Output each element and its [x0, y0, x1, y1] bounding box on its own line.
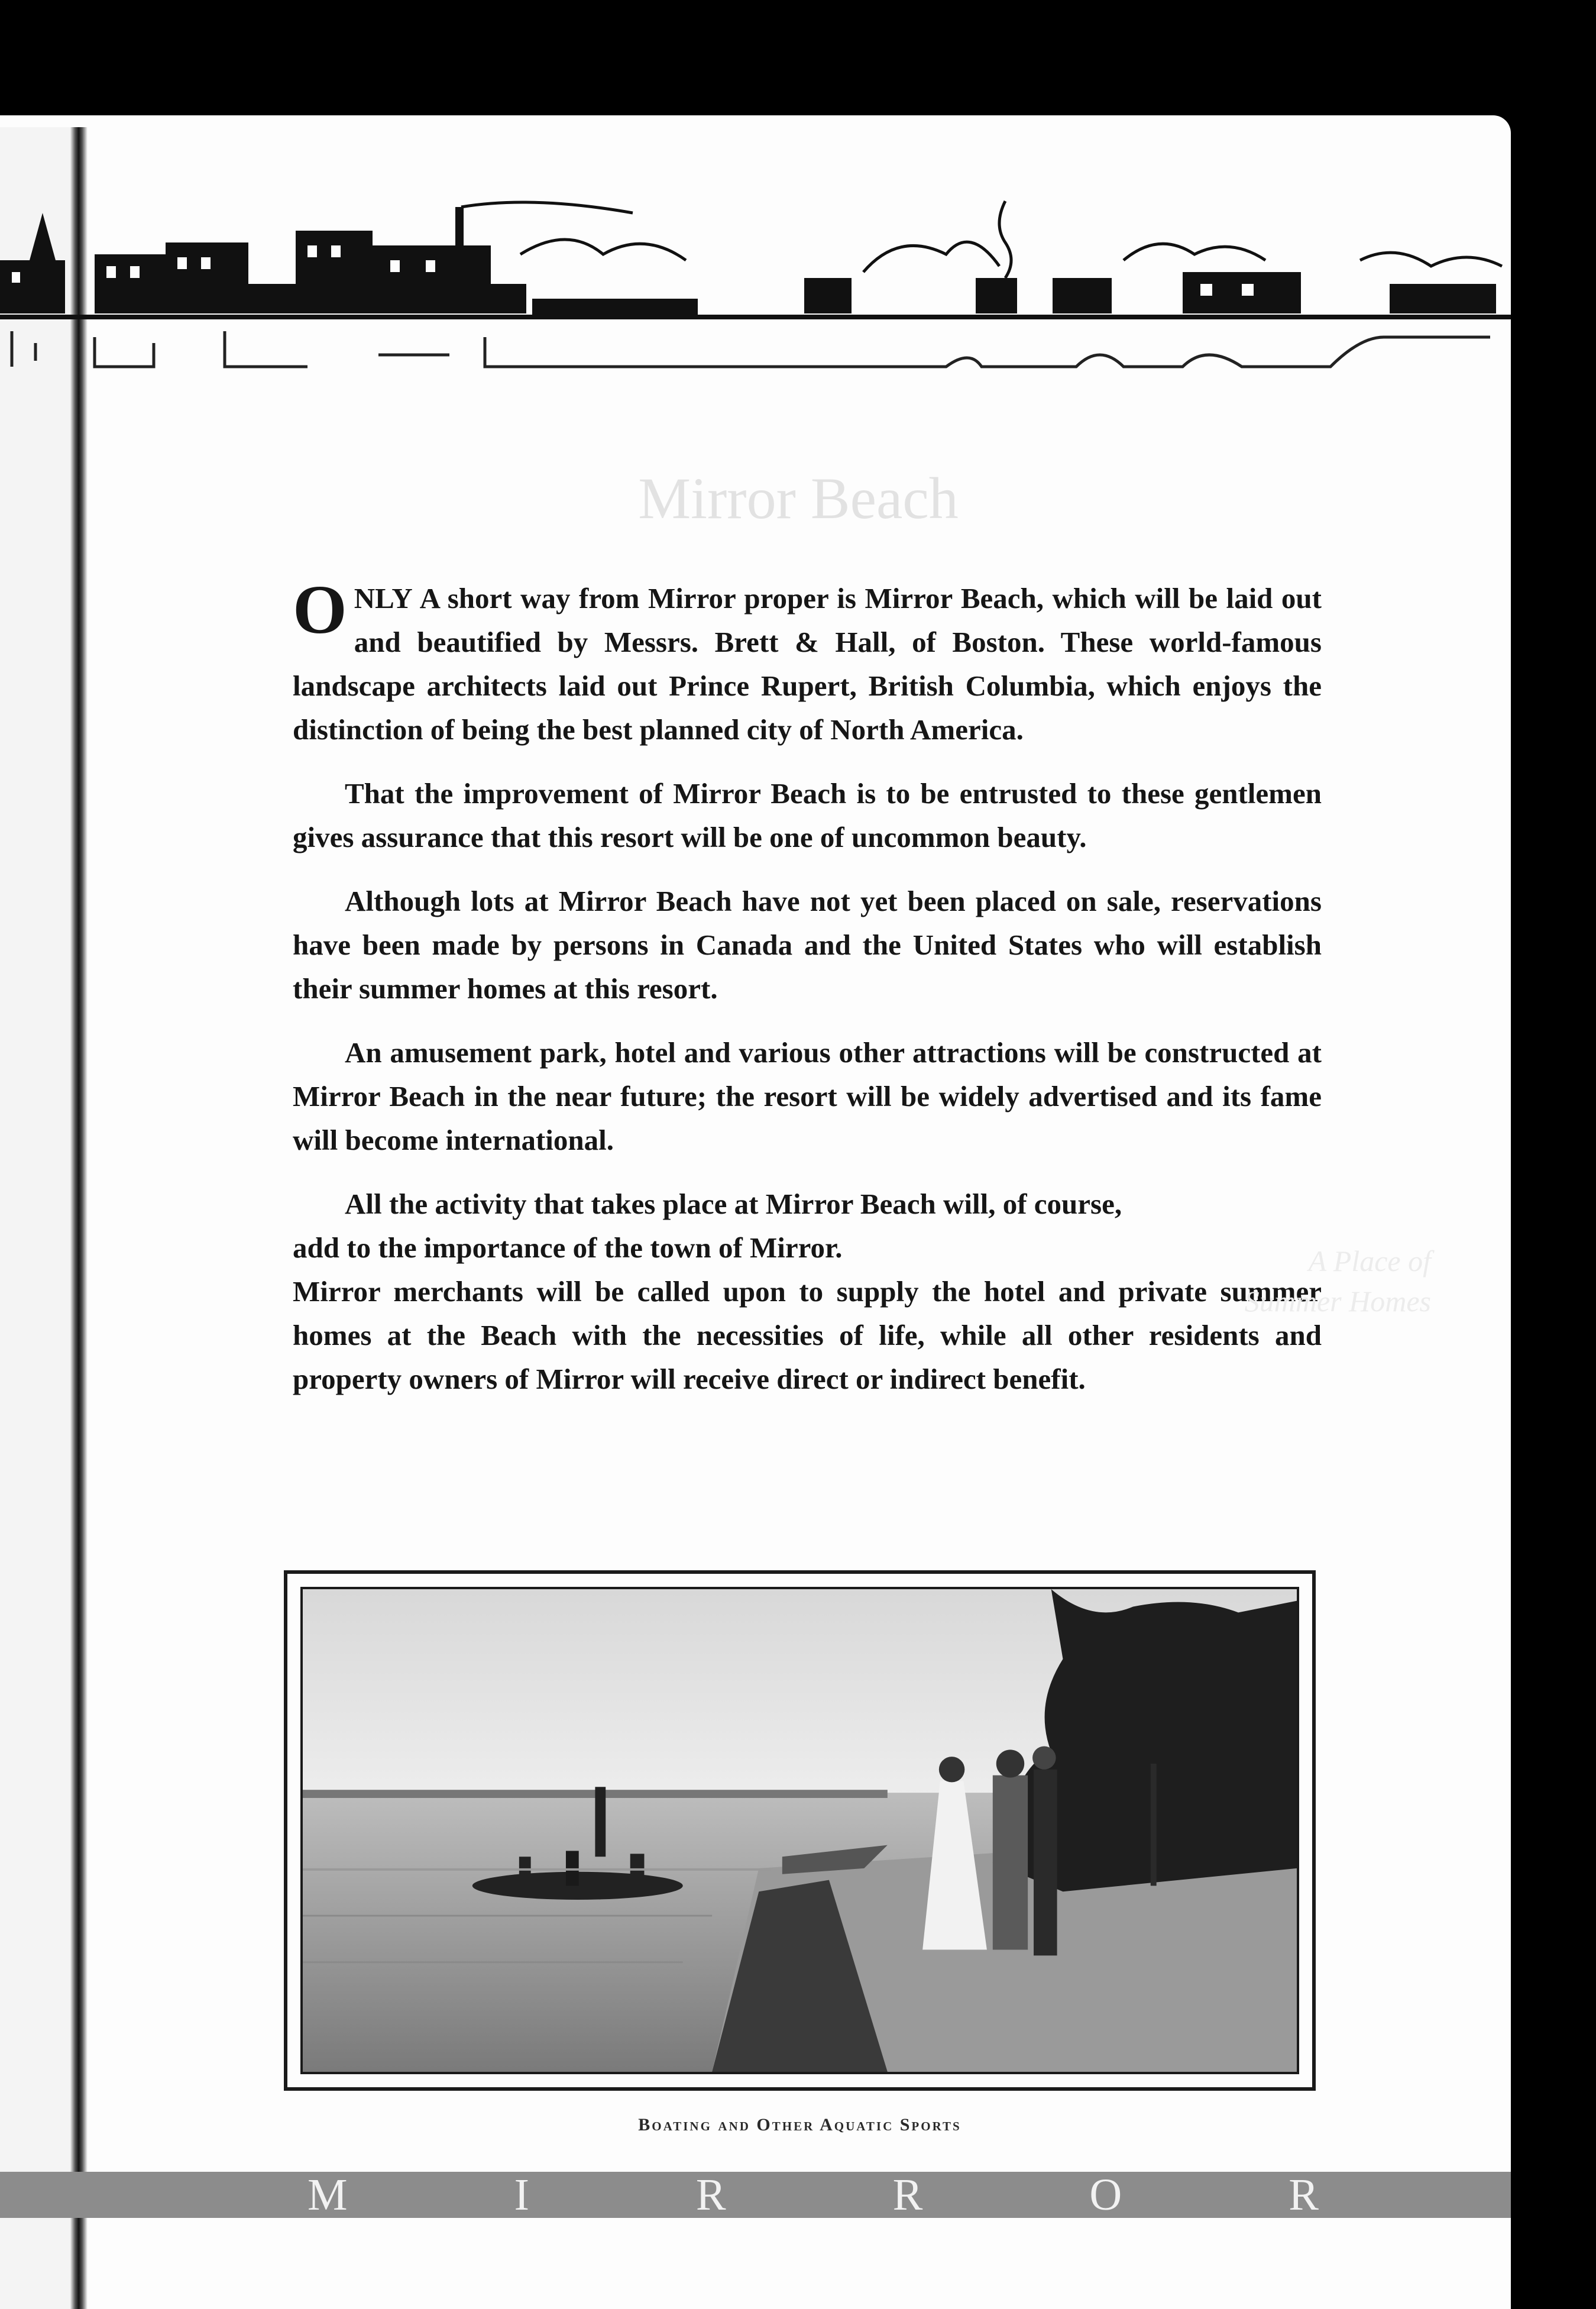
banner-letter: M [307, 2170, 348, 2220]
banner-letter: I [514, 2170, 529, 2220]
banner-letters [307, 2172, 1319, 2218]
paragraph-1 [293, 571, 1322, 752]
article-body [293, 571, 1322, 1421]
page-heading: Mirror Beach [638, 465, 959, 531]
paragraph-4: An amusement park, hotel and various other attractions will be constructed at Mirror Beach in the near future; the resort will be widely advertised and its fame will become international. [293, 1036, 1322, 1156]
margin-note [1194, 1241, 1431, 1321]
drop-cap: O [293, 571, 347, 648]
paragraph-5: All the activity that takes place at Mirror Beach will, of course, add to the importance of the town of Mirror. [293, 1188, 1122, 1264]
beach-scene-image [303, 1589, 1297, 2072]
drop-cap-continuation: NLY [354, 582, 413, 615]
banner-letter: R [892, 2170, 923, 2220]
margin-note-line-1: A Place of [1308, 1244, 1431, 1278]
beach-photograph [300, 1587, 1299, 2074]
paragraph-3: Although lots at Mirror Beach have not yet been placed on sale, reservations have been made by persons in Canada and the United States who will establish their summer homes at this resort. [293, 885, 1322, 1005]
photo-frame [284, 1570, 1316, 2091]
facing-page-edge [0, 127, 70, 2309]
photo-caption: Boating and Other Aquatic Sports [638, 2115, 962, 2135]
mirror-footer-banner [0, 2172, 1511, 2218]
book-gutter [70, 127, 88, 2309]
banner-letter: R [1289, 2170, 1319, 2220]
margin-note-line-2: Summer Homes [1244, 1285, 1431, 1318]
banner-letter: O [1089, 2170, 1122, 2220]
paragraph-2: That the improvement of Mirror Beach is to be entrusted to these gentlemen gives assurance that this resort will be one of uncommon beauty. [293, 777, 1322, 853]
town-skyline-illustration [0, 189, 1511, 414]
banner-letter: R [695, 2170, 726, 2220]
paragraph-1-text: A short way from Mirror proper is Mirror Beach, which will be laid out and beautified by Messrs. Brett & Hall, of Boston. These world-famous landscape architects laid out Prince Rupert, British Columbia, which enjoys the distinction of being the best planned city of North America. [293, 582, 1322, 746]
paragraph-6: Mirror merchants will be called upon to supply the hotel and private summer homes at the Beach with the necessities of life, while all other residents and property owners of Mirror will receive direct or indirect benefit. [293, 1275, 1322, 1395]
